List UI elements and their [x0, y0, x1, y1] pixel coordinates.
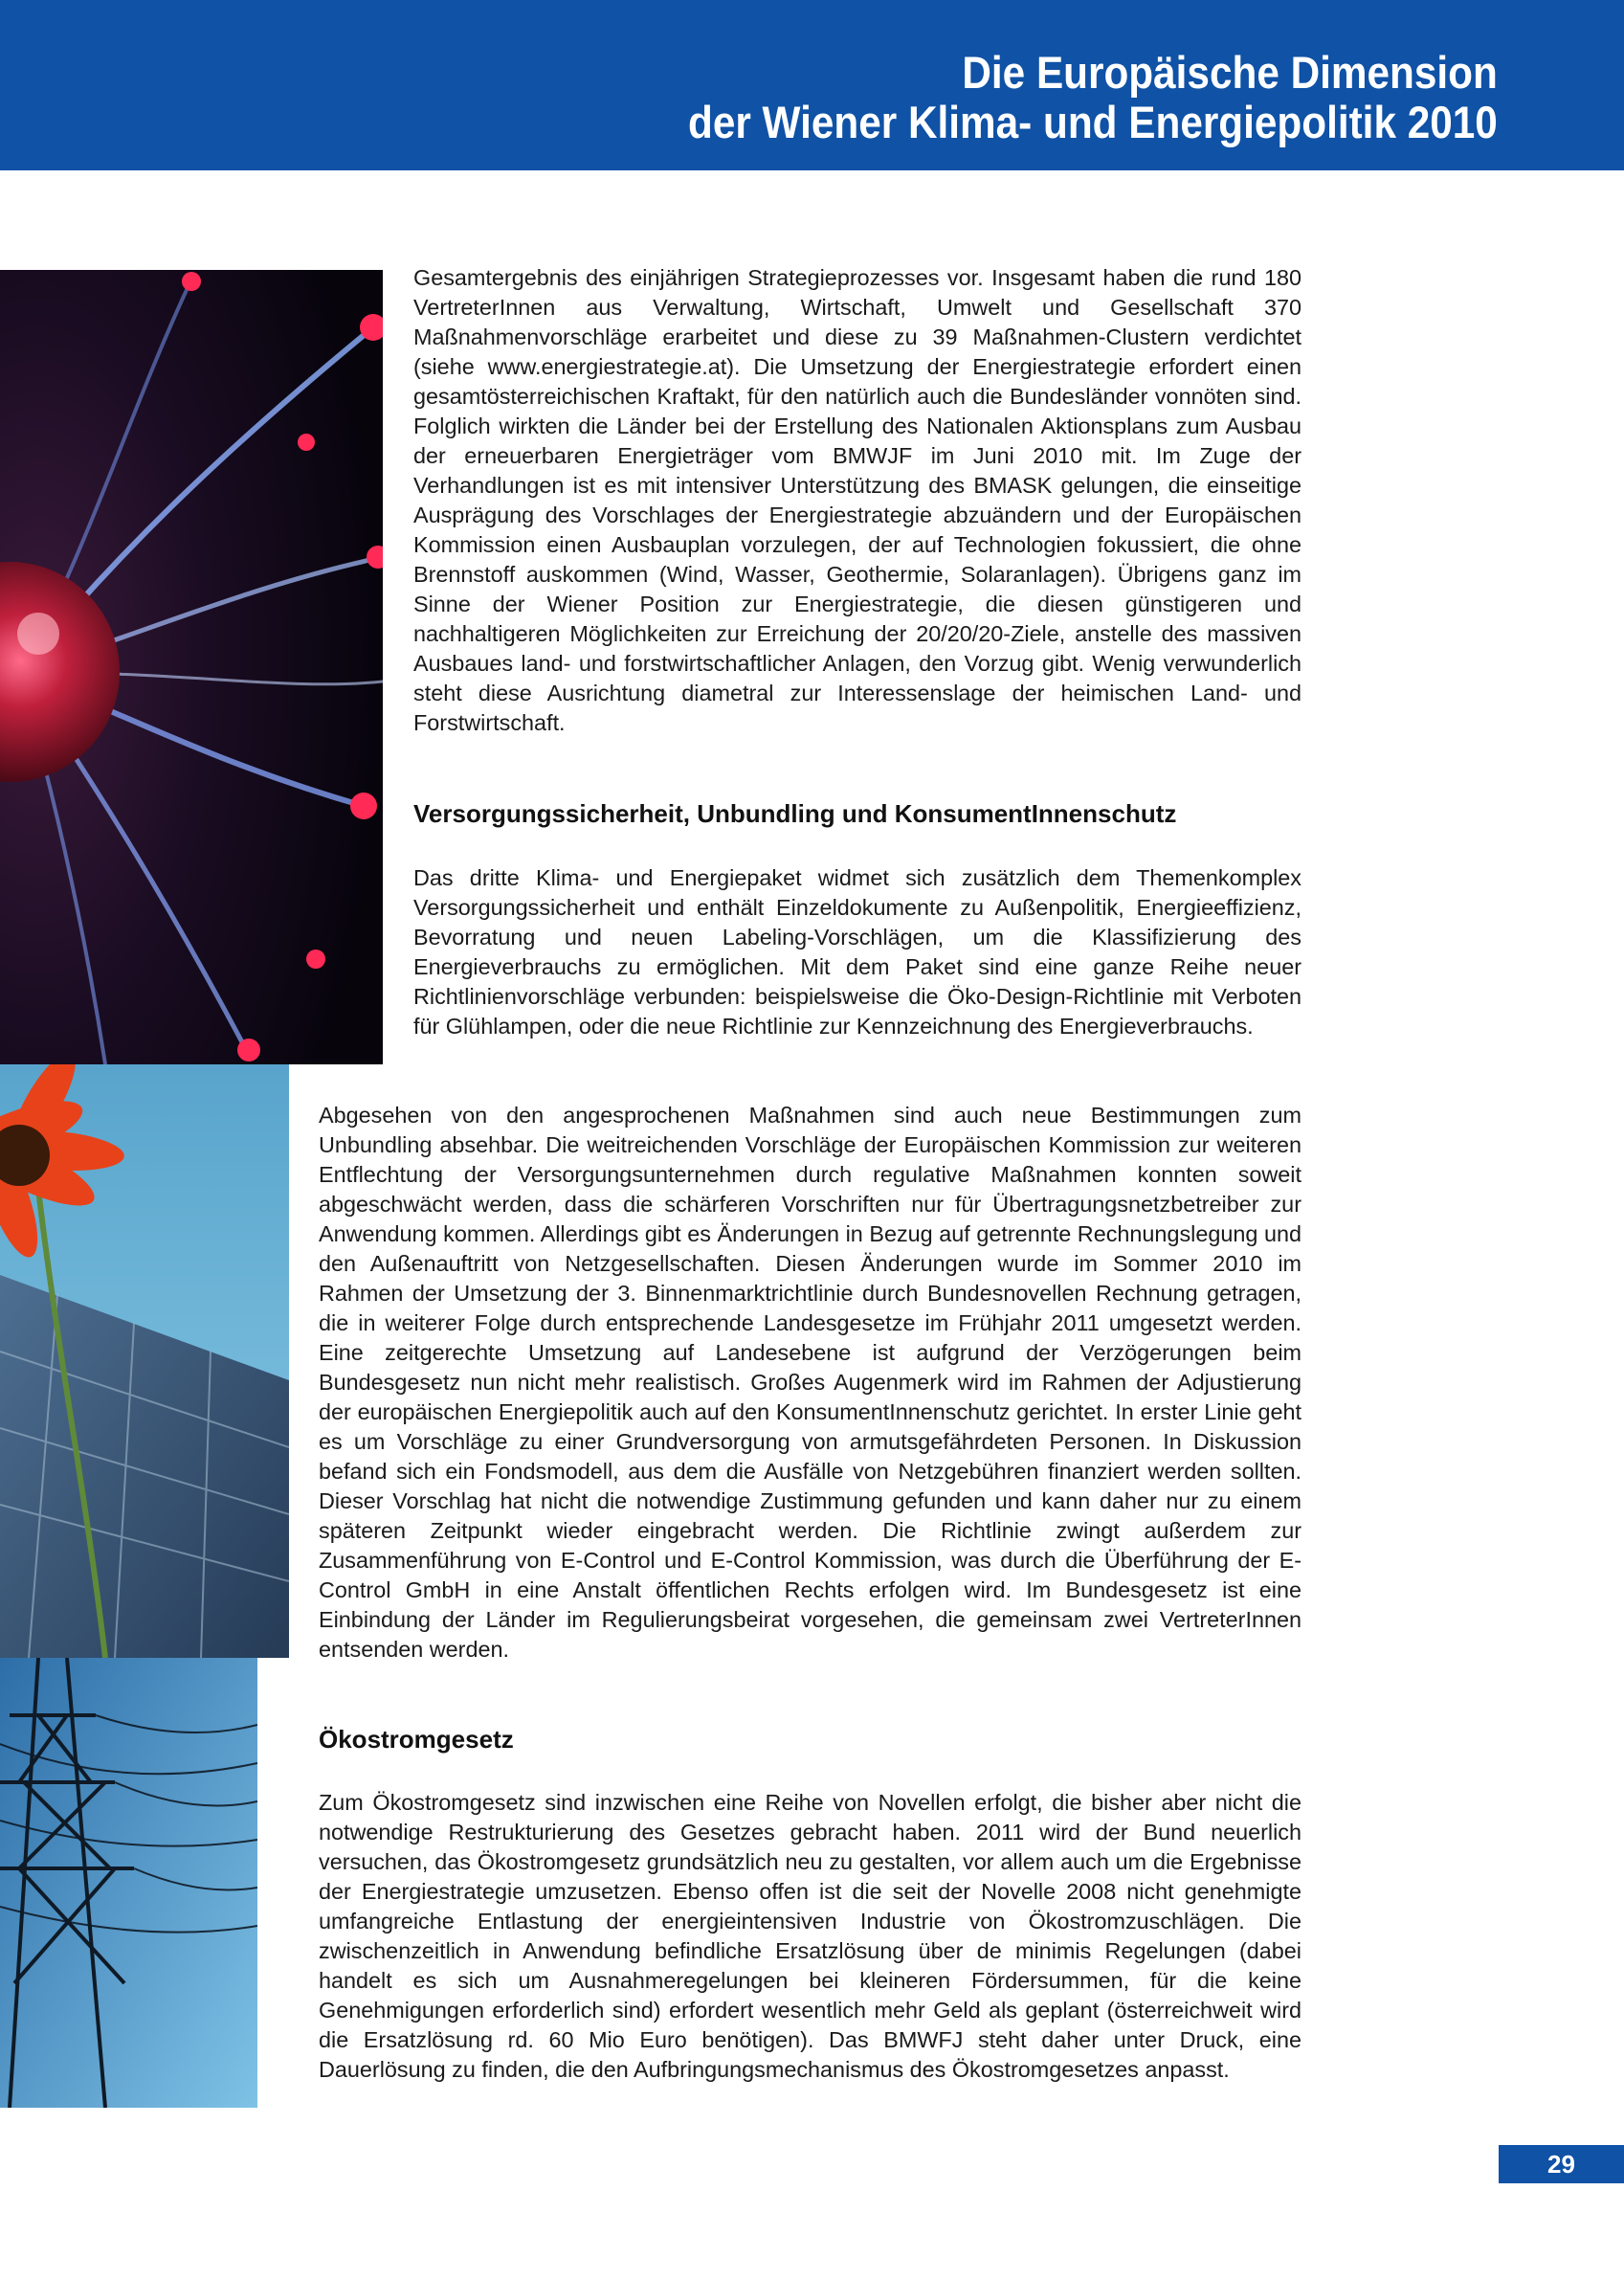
paragraph-oekostromgesetz: Zum Ökostromgesetz sind inzwischen eine Reihe von Novellen erfolgt, die bisher aber nicht die notwendige Restrukturierung des Gesetzes gebracht haben. 2011 wird der Bund neuerlich versuchen, das Ökostromgesetz grundsätzlich neu zu gestalten, vor allem auch um die Ergebnisse der Energiestrategie umzusetzen. Ebenso offen ist die seit der Novelle 2008 nicht genehmigte umfangreiche Entlastung der energieintensiven Industrie von Ökostromzuschlägen. Die zwischenzeitlich in Anwendung befindliche Ersatzlösung über de minimis Regelungen (dabei handelt es sich um Ausnahmeregelungen bei kleineren Fördersummen, für die keine Genehmigungen erforderlich sind) erfordert wesentlich mehr Geld als geplant (österreichweit wird die Ersatzlösung rd. 60 Mio Euro benötigen). Das BMWFJ steht daher unter Druck, eine Dauerlösung zu finden, die den Aufbringungsmechanismus des Ökostromgesetzes anpasst.	[319, 1790, 1301, 2082]
page-title	[688, 48, 1498, 147]
flower-solar-panel-image	[0, 1064, 289, 1658]
page-title-line-2: der Wiener Klima- und Energiepolitik 2010	[688, 97, 1498, 147]
section-heading-oekostromgesetz: Ökostromgesetz	[319, 1725, 514, 1754]
page-title-line-1: Die Europäische Dimension	[962, 47, 1498, 98]
header-band	[0, 0, 1624, 170]
section-heading-supply-security: Versorgungssicherheit, Unbundling und KonsumentInnenschutz	[413, 799, 1177, 828]
paragraph-strategy-result: Gesamtergebnis des einjährigen Strategieprozesses vor. Insgesamt haben die rund 180 VertreterInnen aus Verwaltung, Wirtschaft, Umwelt und Gesellschaft 370 Maßnahmenvorschläge erarbeitet und diese zu 39 Maßnahmen-Clustern verdichtet (siehe www.energiestrategie.at). Die Umsetzung der Energiestrategie erfordert einen gesamtösterreichischen Kraftakt, für den natürlich auch die Bundesländer vonnöten sind. Folglich wirkten die Länder bei der Erstellung des Nationalen Aktionsplans zum Ausbau der erneuerbaren Energieträger vom BMWJF im Juni 2010 mit. Im Zuge der Verhandlungen ist es mit intensiver Unterstützung des BMASK gelungen, die einseitige Ausprägung des Vorschlages der Energiestrategie abzuändern und der Europäischen Kommission einen Ausbauplan vorzulegen, der auf Technologien fokussiert, die ohne Brennstoff auskommen (Wind, Wasser, Geothermie, Solaranlagen). Übrigens ganz im Sinne der Wiener Position zur Energiestrategie, die diesen günstigeren und nachhaltigeren Möglichkeiten zur Erreichung der 20/20/20-Ziele, anstelle des massiven Ausbaues land- und forstwirtschaftlicher Anlagen, den Vorzug gibt. Wenig verwunderlich steht diese Ausrichtung diametral zur Interessenslage der heimischen Land- und Forstwirtschaft.	[413, 265, 1301, 735]
paragraph-unbundling: Abgesehen von den angesprochenen Maßnahmen sind auch neue Bestimmungen zum Unbundling absehbar. Die weitreichenden Vorschläge der Europäischen Kommission zur weiteren Entflechtung der Versorgungsunternehmen durch regulative Maßnahmen konnten soweit abgeschwächt werden, dass die schärferen Vorschriften nur für Übertragungsnetzbetreiber zur Anwendung kommen. Allerdings gibt es Änderungen in Bezug auf getrennte Rechnungslegung und den Außenauftritt von Netzgesellschaften. Diesen Änderungen wurde im Sommer 2010 im Rahmen der Umsetzung der 3. Binnenmarktrichtlinie durch Bundesnovellen Rechnung getragen, die in weiterer Folge durch entsprechende Landesgesetze im Frühjahr 2011 umgesetzt werden. Eine zeitgerechte Umsetzung auf Landesebene ist aufgrund der Verzögerungen beim Bundesgesetz nun nicht mehr realistisch. Großes Augenmerk wird im Rahmen der Adjustierung der europäischen Energiepolitik auch auf den KonsumentInnenschutz gerichtet. In erster Linie geht es um Vorschläge zu einer Grundversorgung von armutsgefährdeten Personen. In Diskussion befand sich ein Fondsmodell, aus dem die Ausfälle von Netzgebühren finanziert werden sollten. Dieser Vorschlag hat nicht die notwendige Zustimmung gefunden und kann daher nur zu einem späteren Zeitpunkt wieder eingebracht werden. Die Richtlinie zwingt außerdem zur Zusammenführung von E-Control und E-Control Kommission, was durch die Überführung der E-Control GmbH in eine Anstalt öffentlichen Rechts erfolgen wird. Im Bundesgesetz ist eine Einbindung der Länder im Regulierungsbeirat vorgesehen, die gemeinsam zwei VertreterInnen entsenden werden.	[319, 1103, 1301, 1662]
plasma-ball-image	[0, 270, 383, 1064]
power-pylon-image	[0, 1658, 257, 2108]
paragraph-energy-package: Das dritte Klima- und Energiepaket widmet sich zusätzlich dem Themenkomplex Versorgungssicherheit und enthält Einzeldokumente zu Außenpolitik, Energieeffizienz, Bevorratung und neuen Labeling-Vorschlägen, um die Klassifizierung des Energieverbrauchs zu ermöglichen. Mit dem Paket sind eine ganze Reihe neuer Richtlinienvorschläge verbunden: beispielsweise die Öko-Design-Richtlinie mit Verboten für Glühlampen, oder die neue Richtlinie zur Kennzeichnung des Energieverbrauchs.	[413, 865, 1301, 1039]
page-number: 29	[1499, 2145, 1624, 2183]
